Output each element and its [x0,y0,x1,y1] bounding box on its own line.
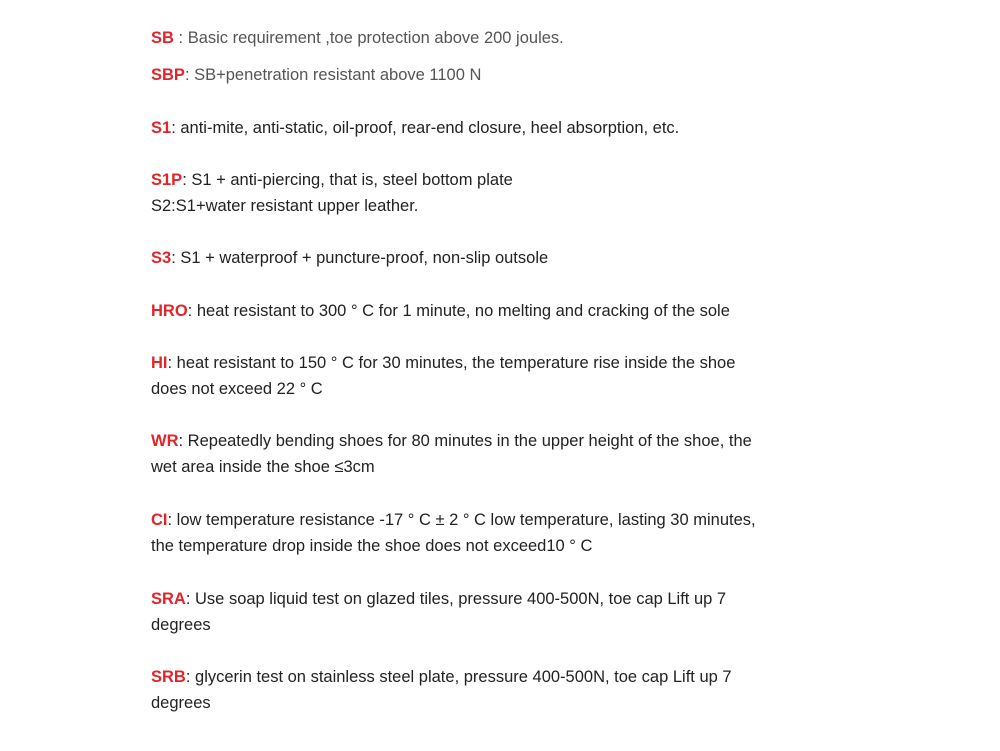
separator: : [171,119,181,137]
code-label: SRB [151,668,186,686]
item-ci [151,510,756,530]
description: Basic requirement ,toe protection above 200 joules. [187,29,564,47]
description: heat resistant to 150 ° C for 30 minutes, the temperature rise inside the shoe [176,354,736,372]
separator: : [187,302,197,320]
code-label: SB [151,29,174,47]
item-wr [151,431,752,451]
item-hro [151,301,730,321]
item-sra-line2: degrees [151,616,211,634]
item-s3 [151,248,548,268]
separator: : [185,668,196,686]
item-hi-line2: does not exceed 22 ° C [151,380,323,398]
code-label: CI [151,511,168,529]
separator: : [184,66,195,84]
item-sbp [151,65,481,85]
code-label: S1P [151,171,183,189]
description: Use soap liquid test on glazed tiles, pressure 400-500N, toe cap Lift up 7 [195,590,727,608]
description: S1 + waterproof + puncture-proof, non-slip outsole [180,249,549,267]
code-label: S1 [151,119,172,137]
item-ci-line2: the temperature drop inside the shoe does not exceed10 ° C [151,537,593,555]
code-label: SBP [151,66,185,84]
separator: : [182,171,192,189]
description: S1 + anti-piercing, that is, steel bottom plate [191,171,513,189]
description: Repeatedly bending shoes for 80 minutes in the upper height of the shoe, the [187,432,752,450]
item-wr-line2: wet area inside the shoe ≤3cm [151,458,375,476]
item-sra [151,589,726,609]
description: low temperature resistance -17 ° C ± 2 ° C low temperature, lasting 30 minutes, [176,511,756,529]
description: heat resistant to 300 ° C for 1 minute, no melting and cracking of the sole [196,302,730,320]
separator: : [167,354,177,372]
code-label: HI [151,354,168,372]
description: anti-mite, anti-static, oil-proof, rear-end closure, heel absorption, etc. [180,119,680,137]
item-s1p [151,170,513,190]
code-label: SRA [151,590,186,608]
description: SB+penetration resistant above 1100 N [194,66,482,84]
description: glycerin test on stainless steel plate, pressure 400-500N, toe cap Lift up 7 [195,668,732,686]
separator: : [167,511,177,529]
code-label: HRO [151,302,188,320]
item-hi [151,353,735,373]
separator: : [185,590,196,608]
separator: : [173,29,188,47]
code-label: WR [151,432,179,450]
code-label: S3 [151,249,172,267]
item-sb [151,28,564,48]
separator: : [178,432,188,450]
separator: : [171,249,181,267]
item-s1 [151,118,679,138]
item-srb-line2: degrees [151,694,211,712]
item-s1p-line2: S2:S1+water resistant upper leather. [151,197,419,215]
item-srb [151,667,732,687]
